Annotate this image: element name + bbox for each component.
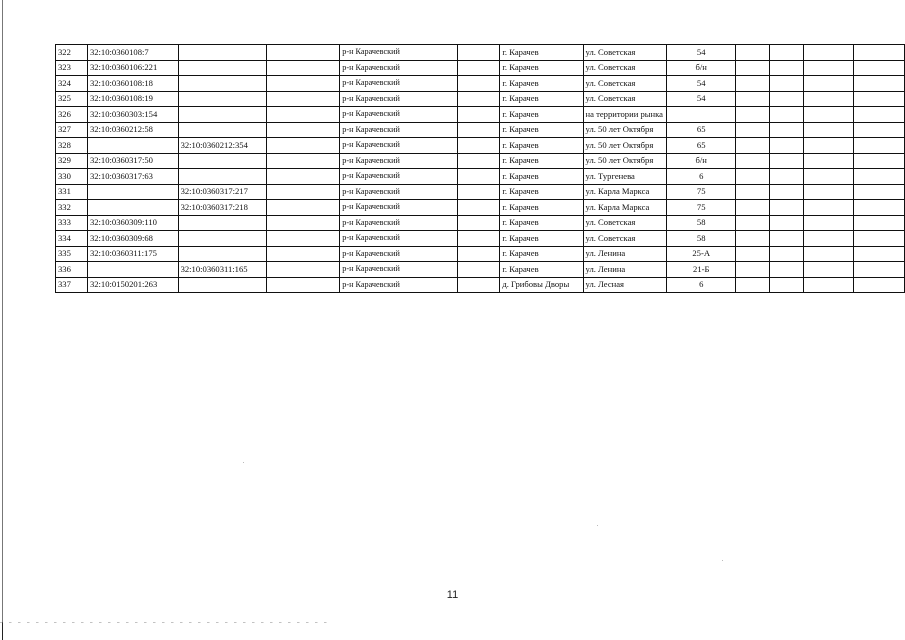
district-cell: р-н Карачевский <box>340 215 458 231</box>
cadastral-number-cell: 32:10:0360108:7 <box>87 45 178 61</box>
scan-speck <box>722 560 723 561</box>
empty-cell <box>854 277 905 293</box>
empty-cell <box>854 76 905 92</box>
house-number-cell: 75 <box>667 200 736 216</box>
house-number-cell: б/н <box>667 60 736 76</box>
scan-dotted-artifact <box>0 622 330 623</box>
house-number-cell: 25-А <box>667 246 736 262</box>
empty-cell <box>854 91 905 107</box>
table-row <box>56 215 905 231</box>
street-cell: ул. Тургенева <box>583 169 667 185</box>
house-number-cell: 54 <box>667 91 736 107</box>
empty-cell <box>736 60 770 76</box>
table-row <box>56 122 905 138</box>
street-cell: ул. Советская <box>583 76 667 92</box>
empty-cell <box>736 184 770 200</box>
cadastral-number-cell: 32:10:0360317:50 <box>87 153 178 169</box>
locality-cell: г. Карачев <box>500 107 583 123</box>
empty-cell <box>803 215 854 231</box>
empty-cell <box>769 76 803 92</box>
scan-left-edge <box>2 0 3 640</box>
empty-cell <box>769 60 803 76</box>
locality-cell: г. Карачев <box>500 45 583 61</box>
empty-cell <box>267 107 340 123</box>
empty-cell <box>854 184 905 200</box>
empty-cell <box>769 138 803 154</box>
empty-cell <box>267 153 340 169</box>
scan-speck <box>243 462 244 463</box>
locality-cell: г. Карачев <box>500 200 583 216</box>
empty-cell <box>267 277 340 293</box>
empty-cell <box>803 200 854 216</box>
district-cell: р-н Карачевский <box>340 200 458 216</box>
row-number: 326 <box>56 107 88 123</box>
empty-cell <box>458 262 500 278</box>
house-number-cell: 65 <box>667 138 736 154</box>
cadastral-number-alt-cell <box>178 91 267 107</box>
cadastral-number-alt-cell <box>178 107 267 123</box>
street-cell: ул. Советская <box>583 231 667 247</box>
cadastral-number-cell <box>87 200 178 216</box>
cadastral-number-alt-cell <box>178 231 267 247</box>
district-cell: р-н Карачевский <box>340 262 458 278</box>
cadastral-number-alt-cell <box>178 277 267 293</box>
district-cell: р-н Карачевский <box>340 60 458 76</box>
empty-cell <box>854 262 905 278</box>
locality-cell: г. Карачев <box>500 246 583 262</box>
table-row <box>56 169 905 185</box>
street-cell: ул. Лесная <box>583 277 667 293</box>
locality-cell: г. Карачев <box>500 122 583 138</box>
empty-cell <box>854 45 905 61</box>
district-cell: р-н Карачевский <box>340 107 458 123</box>
empty-cell <box>736 122 770 138</box>
cadastral-number-cell: 32:10:0360212:58 <box>87 122 178 138</box>
empty-cell <box>854 246 905 262</box>
empty-cell <box>736 246 770 262</box>
locality-cell: г. Карачев <box>500 138 583 154</box>
empty-cell <box>803 153 854 169</box>
empty-cell <box>458 215 500 231</box>
street-cell: ул. Карла Маркса <box>583 200 667 216</box>
empty-cell <box>769 184 803 200</box>
table-row <box>56 91 905 107</box>
table-row <box>56 184 905 200</box>
district-cell: р-н Карачевский <box>340 91 458 107</box>
empty-cell <box>769 215 803 231</box>
empty-cell <box>854 169 905 185</box>
empty-cell <box>854 138 905 154</box>
empty-cell <box>803 246 854 262</box>
district-cell: р-н Карачевский <box>340 76 458 92</box>
page-number: 11 <box>446 589 459 601</box>
empty-cell <box>803 169 854 185</box>
empty-cell <box>267 76 340 92</box>
empty-cell <box>803 138 854 154</box>
cadastral-number-cell: 32:10:0360317:63 <box>87 169 178 185</box>
cadastral-number-alt-cell: 32:10:0360212:354 <box>178 138 267 154</box>
scan-corner-mark <box>2 622 3 640</box>
empty-cell <box>458 246 500 262</box>
street-cell: ул. 50 лет Октября <box>583 153 667 169</box>
empty-cell <box>854 153 905 169</box>
cadastral-number-alt-cell <box>178 215 267 231</box>
cadastral-number-alt-cell <box>178 169 267 185</box>
locality-cell: г. Карачев <box>500 91 583 107</box>
row-number: 328 <box>56 138 88 154</box>
empty-cell <box>736 76 770 92</box>
empty-cell <box>736 231 770 247</box>
empty-cell <box>854 231 905 247</box>
empty-cell <box>458 107 500 123</box>
cadastral-number-alt-cell: 32:10:0360317:217 <box>178 184 267 200</box>
street-cell: ул. Советская <box>583 60 667 76</box>
empty-cell <box>458 277 500 293</box>
locality-cell: г. Карачев <box>500 262 583 278</box>
empty-cell <box>736 277 770 293</box>
empty-cell <box>267 138 340 154</box>
scan-speck <box>597 525 598 526</box>
table-row <box>56 76 905 92</box>
empty-cell <box>769 169 803 185</box>
empty-cell <box>267 45 340 61</box>
row-number: 324 <box>56 76 88 92</box>
locality-cell: г. Карачев <box>500 76 583 92</box>
empty-cell <box>803 91 854 107</box>
district-cell: р-н Карачевский <box>340 231 458 247</box>
empty-cell <box>736 153 770 169</box>
empty-cell <box>803 76 854 92</box>
locality-cell: д. Грибовы Дворы <box>500 277 583 293</box>
empty-cell <box>458 153 500 169</box>
empty-cell <box>458 45 500 61</box>
empty-cell <box>803 262 854 278</box>
empty-cell <box>736 215 770 231</box>
empty-cell <box>854 107 905 123</box>
locality-cell: г. Карачев <box>500 169 583 185</box>
empty-cell <box>803 231 854 247</box>
cadastral-number-alt-cell <box>178 153 267 169</box>
cadastral-number-cell <box>87 262 178 278</box>
empty-cell <box>458 60 500 76</box>
row-number: 334 <box>56 231 88 247</box>
locality-cell: г. Карачев <box>500 184 583 200</box>
empty-cell <box>803 60 854 76</box>
table-row <box>56 277 905 293</box>
empty-cell <box>803 45 854 61</box>
empty-cell <box>458 138 500 154</box>
locality-cell: г. Карачев <box>500 60 583 76</box>
empty-cell <box>458 231 500 247</box>
locality-cell: г. Карачев <box>500 231 583 247</box>
cadastral-number-cell: 32:10:0360108:18 <box>87 76 178 92</box>
empty-cell <box>769 107 803 123</box>
empty-cell <box>803 184 854 200</box>
empty-cell <box>769 153 803 169</box>
street-cell: ул. Советская <box>583 215 667 231</box>
table-row <box>56 262 905 278</box>
cadastral-number-cell: 32:10:0360108:19 <box>87 91 178 107</box>
house-number-cell: 75 <box>667 184 736 200</box>
table-row <box>56 60 905 76</box>
cadastral-number-cell: 32:10:0150201:263 <box>87 277 178 293</box>
table-row <box>56 231 905 247</box>
empty-cell <box>736 91 770 107</box>
empty-cell <box>769 91 803 107</box>
table-row <box>56 107 905 123</box>
empty-cell <box>769 246 803 262</box>
property-table <box>55 44 905 293</box>
house-number-cell: 6 <box>667 169 736 185</box>
row-number: 337 <box>56 277 88 293</box>
empty-cell <box>769 262 803 278</box>
street-cell: ул. Советская <box>583 91 667 107</box>
empty-cell <box>267 215 340 231</box>
row-number: 336 <box>56 262 88 278</box>
empty-cell <box>458 76 500 92</box>
empty-cell <box>803 122 854 138</box>
cadastral-number-cell: 32:10:0360106:221 <box>87 60 178 76</box>
district-cell: р-н Карачевский <box>340 246 458 262</box>
empty-cell <box>458 122 500 138</box>
house-number-cell: 58 <box>667 215 736 231</box>
house-number-cell: 54 <box>667 76 736 92</box>
district-cell: р-н Карачевский <box>340 153 458 169</box>
cadastral-number-alt-cell <box>178 122 267 138</box>
district-cell: р-н Карачевский <box>340 122 458 138</box>
empty-cell <box>267 246 340 262</box>
cadastral-number-alt-cell <box>178 246 267 262</box>
row-number: 323 <box>56 60 88 76</box>
street-cell: ул. 50 лет Октября <box>583 138 667 154</box>
empty-cell <box>803 277 854 293</box>
cadastral-number-alt-cell <box>178 45 267 61</box>
row-number: 331 <box>56 184 88 200</box>
house-number-cell: 58 <box>667 231 736 247</box>
table-row <box>56 246 905 262</box>
empty-cell <box>736 262 770 278</box>
cadastral-number-cell <box>87 184 178 200</box>
house-number-cell <box>667 107 736 123</box>
street-cell: ул. Ленина <box>583 246 667 262</box>
row-number: 332 <box>56 200 88 216</box>
empty-cell <box>769 231 803 247</box>
empty-cell <box>267 231 340 247</box>
row-number: 333 <box>56 215 88 231</box>
empty-cell <box>854 200 905 216</box>
empty-cell <box>736 107 770 123</box>
table-body <box>56 45 905 293</box>
row-number: 335 <box>56 246 88 262</box>
street-cell: на территории рынка <box>583 107 667 123</box>
empty-cell <box>769 45 803 61</box>
cadastral-number-cell: 32:10:0360303:154 <box>87 107 178 123</box>
house-number-cell: 54 <box>667 45 736 61</box>
street-cell: ул. Карла Маркса <box>583 184 667 200</box>
street-cell: ул. Советская <box>583 45 667 61</box>
row-number: 327 <box>56 122 88 138</box>
empty-cell <box>736 200 770 216</box>
district-cell: р-н Карачевский <box>340 138 458 154</box>
empty-cell <box>458 169 500 185</box>
table-row <box>56 138 905 154</box>
house-number-cell: 21-Б <box>667 262 736 278</box>
empty-cell <box>458 91 500 107</box>
table-row <box>56 45 905 61</box>
cadastral-number-cell <box>87 138 178 154</box>
cadastral-number-cell: 32:10:0360309:68 <box>87 231 178 247</box>
empty-cell <box>769 200 803 216</box>
empty-cell <box>267 122 340 138</box>
district-cell: р-н Карачевский <box>340 277 458 293</box>
cadastral-number-alt-cell <box>178 76 267 92</box>
table-row <box>56 153 905 169</box>
row-number: 330 <box>56 169 88 185</box>
empty-cell <box>769 122 803 138</box>
row-number: 325 <box>56 91 88 107</box>
empty-cell <box>267 262 340 278</box>
house-number-cell: 6 <box>667 277 736 293</box>
house-number-cell: б/н <box>667 153 736 169</box>
locality-cell: г. Карачев <box>500 215 583 231</box>
district-cell: р-н Карачевский <box>340 45 458 61</box>
cadastral-number-alt-cell <box>178 60 267 76</box>
house-number-cell: 65 <box>667 122 736 138</box>
empty-cell <box>736 45 770 61</box>
empty-cell <box>267 91 340 107</box>
locality-cell: г. Карачев <box>500 153 583 169</box>
cadastral-number-cell: 32:10:0360309:110 <box>87 215 178 231</box>
empty-cell <box>458 200 500 216</box>
district-cell: р-н Карачевский <box>340 169 458 185</box>
empty-cell <box>267 60 340 76</box>
street-cell: ул. 50 лет Октября <box>583 122 667 138</box>
table-row <box>56 200 905 216</box>
empty-cell <box>769 277 803 293</box>
row-number: 329 <box>56 153 88 169</box>
empty-cell <box>267 200 340 216</box>
district-cell: р-н Карачевский <box>340 184 458 200</box>
empty-cell <box>736 138 770 154</box>
empty-cell <box>854 60 905 76</box>
empty-cell <box>458 184 500 200</box>
cadastral-number-cell: 32:10:0360311:175 <box>87 246 178 262</box>
empty-cell <box>267 169 340 185</box>
empty-cell <box>854 122 905 138</box>
empty-cell <box>267 184 340 200</box>
street-cell: ул. Ленина <box>583 262 667 278</box>
cadastral-number-alt-cell: 32:10:0360317:218 <box>178 200 267 216</box>
empty-cell <box>736 169 770 185</box>
cadastral-number-alt-cell: 32:10:0360311:165 <box>178 262 267 278</box>
empty-cell <box>854 215 905 231</box>
row-number: 322 <box>56 45 88 61</box>
empty-cell <box>803 107 854 123</box>
